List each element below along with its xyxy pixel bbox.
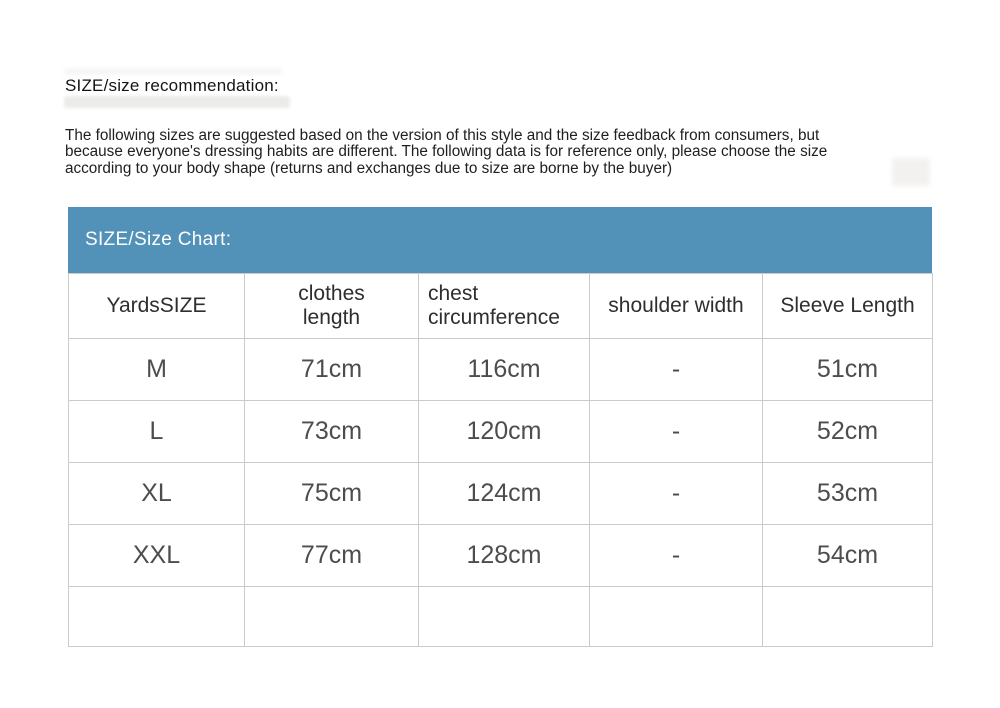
paragraph-highlight-artifact xyxy=(892,158,930,186)
shoulder-width-cell xyxy=(590,587,763,647)
intro-line-2: because everyone's dressing habits are different. The following data is for reference only, please choose the size xyxy=(65,143,828,161)
chest-circumference-cell xyxy=(419,587,590,647)
size-label-cell xyxy=(69,587,245,647)
sleeve-length-cell: 52cm xyxy=(763,401,933,463)
intro-line-1: The following sizes are suggested based on the version of this style and the size feedback from consumers, but xyxy=(65,127,820,144)
clothes-length-cell: 77cm xyxy=(245,525,419,587)
intro-line-3: according to your body shape (returns and exchanges due to size are borne by the buyer) xyxy=(65,159,673,177)
size-row-l xyxy=(69,401,933,463)
size-chart-title: SIZE/Size Chart: xyxy=(85,229,232,250)
size-row-empty xyxy=(69,587,933,647)
shoulder-width-cell: - xyxy=(590,401,763,463)
sleeve-length-cell: 53cm xyxy=(763,463,933,525)
col-header-shoulder-width: shoulder width xyxy=(590,274,763,339)
shoulder-width-cell: - xyxy=(590,463,763,525)
scan-highlight-artifact xyxy=(64,69,282,74)
intro-paragraph xyxy=(65,128,827,177)
heading-highlight-artifact xyxy=(64,96,290,108)
chest-circumference-cell: 120cm xyxy=(419,401,590,463)
clothes-length-cell: 73cm xyxy=(245,401,419,463)
clothes-length-cell xyxy=(245,587,419,647)
sleeve-length-cell: 51cm xyxy=(763,339,933,401)
col-header-chest-circumference: chest circumference xyxy=(419,274,590,339)
size-label-cell: M xyxy=(69,339,245,401)
clothes-length-cell: 71cm xyxy=(245,339,419,401)
size-label-cell: L xyxy=(69,401,245,463)
chest-circumference-cell: 116cm xyxy=(419,339,590,401)
sleeve-length-cell: 54cm xyxy=(763,525,933,587)
shoulder-width-cell: - xyxy=(590,525,763,587)
size-row-xxl xyxy=(69,525,933,587)
col-header-yards-size: YardsSIZE xyxy=(69,274,245,339)
chest-circumference-cell: 124cm xyxy=(419,463,590,525)
sleeve-length-cell xyxy=(763,587,933,647)
col-header-sleeve-length: Sleeve Length xyxy=(763,274,933,339)
header-row xyxy=(69,274,933,339)
size-recommendation-heading: SIZE/size recommendation: xyxy=(65,76,279,95)
size-row-xl xyxy=(69,463,933,525)
chest-circumference-cell: 128cm xyxy=(419,525,590,587)
size-label-cell: XL xyxy=(69,463,245,525)
col-header-clothes-length: clothes length xyxy=(245,274,419,339)
size-chart-title-bar xyxy=(68,207,932,273)
clothes-length-cell: 75cm xyxy=(245,463,419,525)
size-chart-table xyxy=(68,273,933,647)
size-label-cell: XXL xyxy=(69,525,245,587)
size-row-m xyxy=(69,339,933,401)
shoulder-width-cell: - xyxy=(590,339,763,401)
